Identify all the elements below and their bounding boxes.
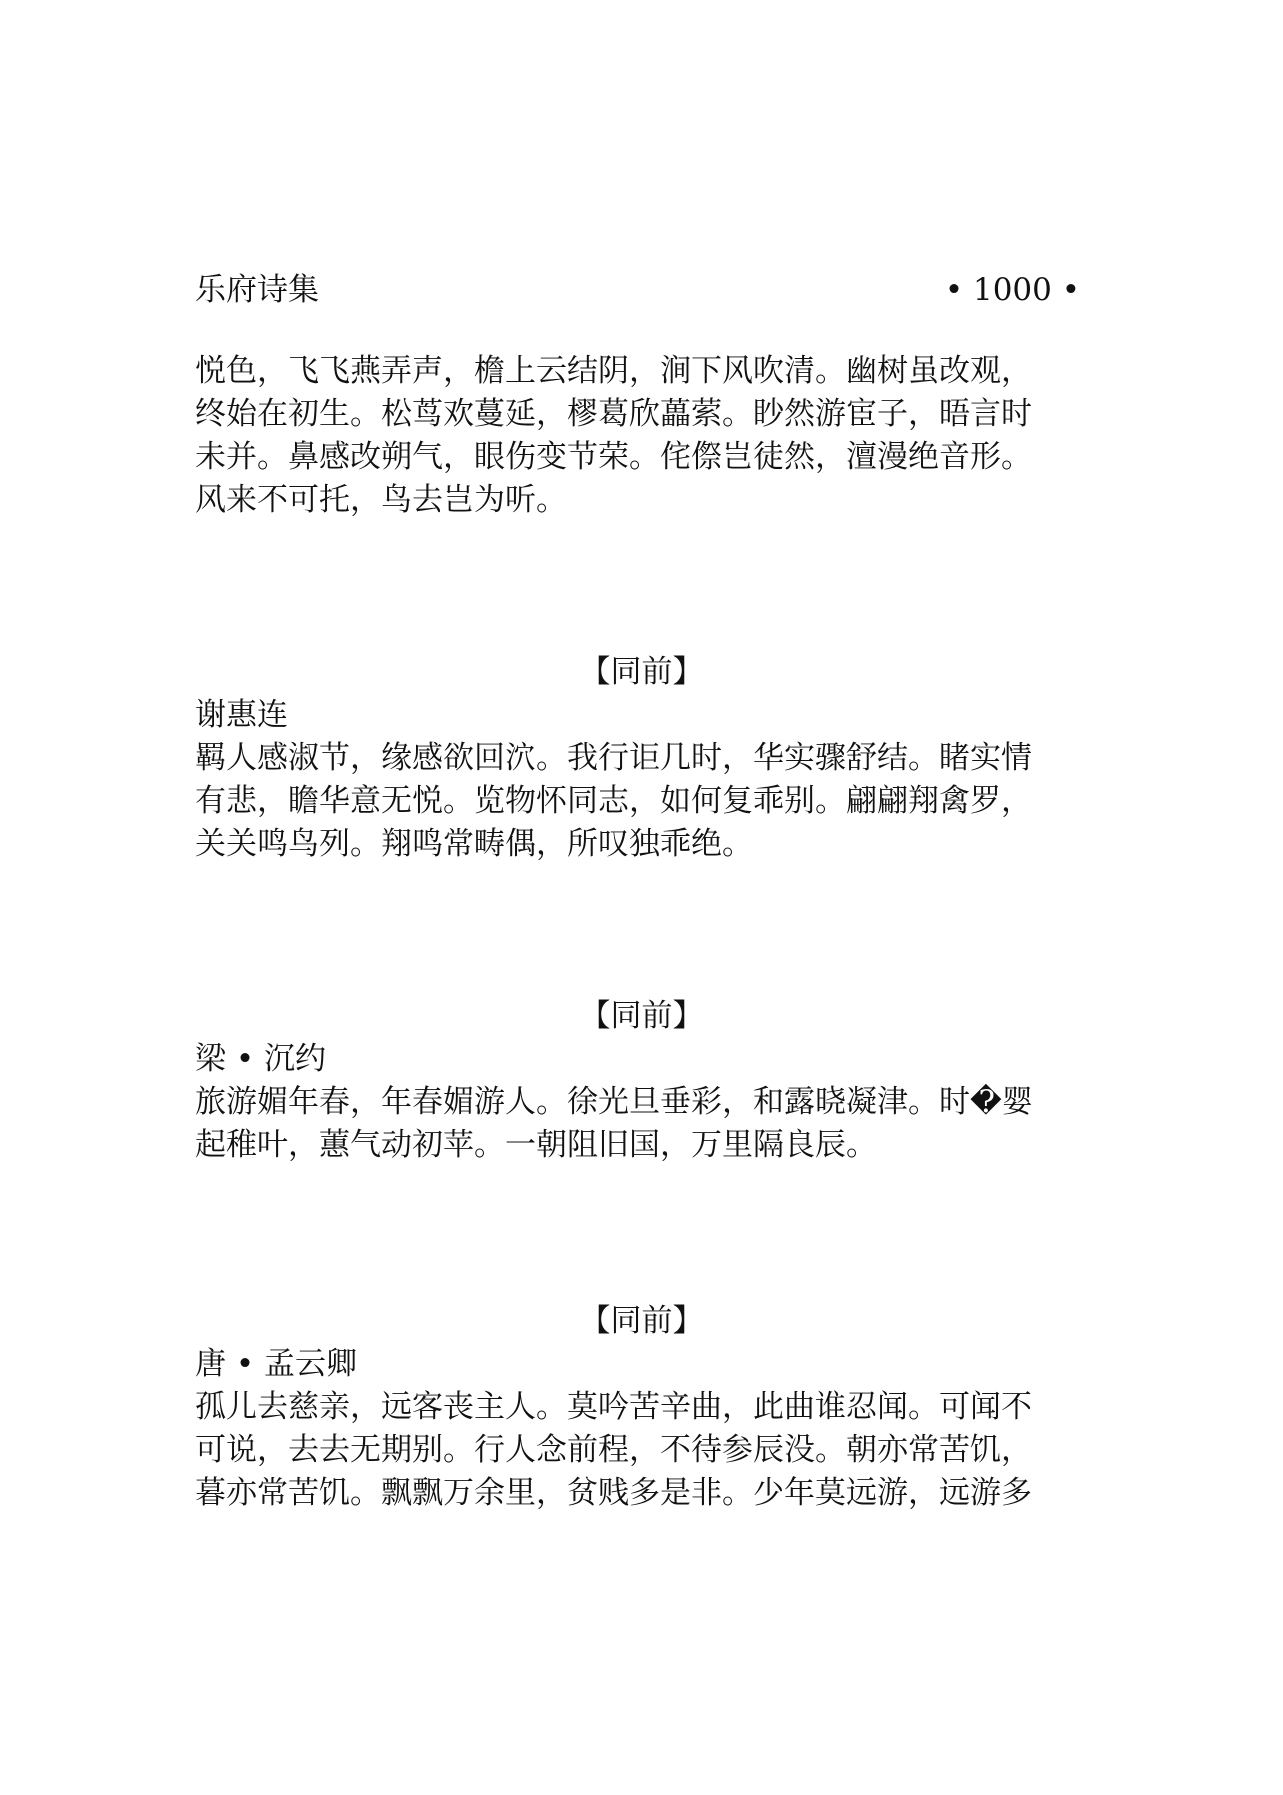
- text-line: 可说，去去无期别。行人念前程，不待参辰没。朝亦常苦饥，: [195, 1432, 1032, 1468]
- text-line: 关关鸣鸟列。翔鸣常畴偶，所叹独乖绝。: [195, 826, 753, 862]
- poem-text: [195, 1386, 1095, 1515]
- section-heading: 【同前】: [579, 1303, 704, 1339]
- text-line: 风来不可托，鸟去岂为听。: [195, 482, 567, 518]
- text-line: 孤儿去慈亲，远客丧主人。莫吟苦辛曲，此曲谁忍闻。可闻不: [195, 1389, 1032, 1425]
- section-heading: 【同前】: [579, 998, 704, 1034]
- page-number: • 1000 •: [944, 272, 1080, 308]
- page-header: [195, 268, 1080, 312]
- text-line: 未并。鼻感改朔气，眼伤变节荣。侘傺岂徒然，澶漫绝音形。: [195, 439, 1032, 475]
- poem-text: [195, 737, 1095, 866]
- text-line: 有悲，瞻华意无悦。览物怀同志，如何复乖别。翩翩翔禽罗，: [195, 783, 1032, 819]
- text-line: 羁人感淑节，缘感欲回泬。我行讵几时，华实骤舒结。睹实情: [195, 740, 1032, 776]
- text-line: 旅游媚年春，年春媚游人。徐光旦垂彩，和露晓凝津。时�婴: [195, 1084, 1033, 1120]
- text-line: 起稚叶，蕙气动初苹。一朝阻旧国，万里隔良辰。: [195, 1127, 877, 1163]
- text-line: 暮亦常苦饥。飘飘万余里，贫贱多是非。少年莫远游，远游多: [195, 1475, 1032, 1511]
- author-name: 谢惠连: [195, 697, 288, 733]
- author-name: 梁 • 沉约: [195, 1041, 326, 1077]
- text-line: 悦色，飞飞燕弄声，檐上云结阴，涧下风吹清。幽树虽改观，: [195, 353, 1032, 389]
- text-line: 终始在初生。松茑欢蔓延，樛葛欣藟萦。眇然游宦子，晤言时: [195, 396, 1032, 432]
- book-title: 乐府诗集: [195, 272, 319, 308]
- section-heading: 【同前】: [579, 654, 704, 690]
- poem-text: [195, 1081, 1095, 1167]
- author-name: 唐 • 孟云卿: [195, 1346, 357, 1382]
- continuation-text: [195, 350, 1095, 522]
